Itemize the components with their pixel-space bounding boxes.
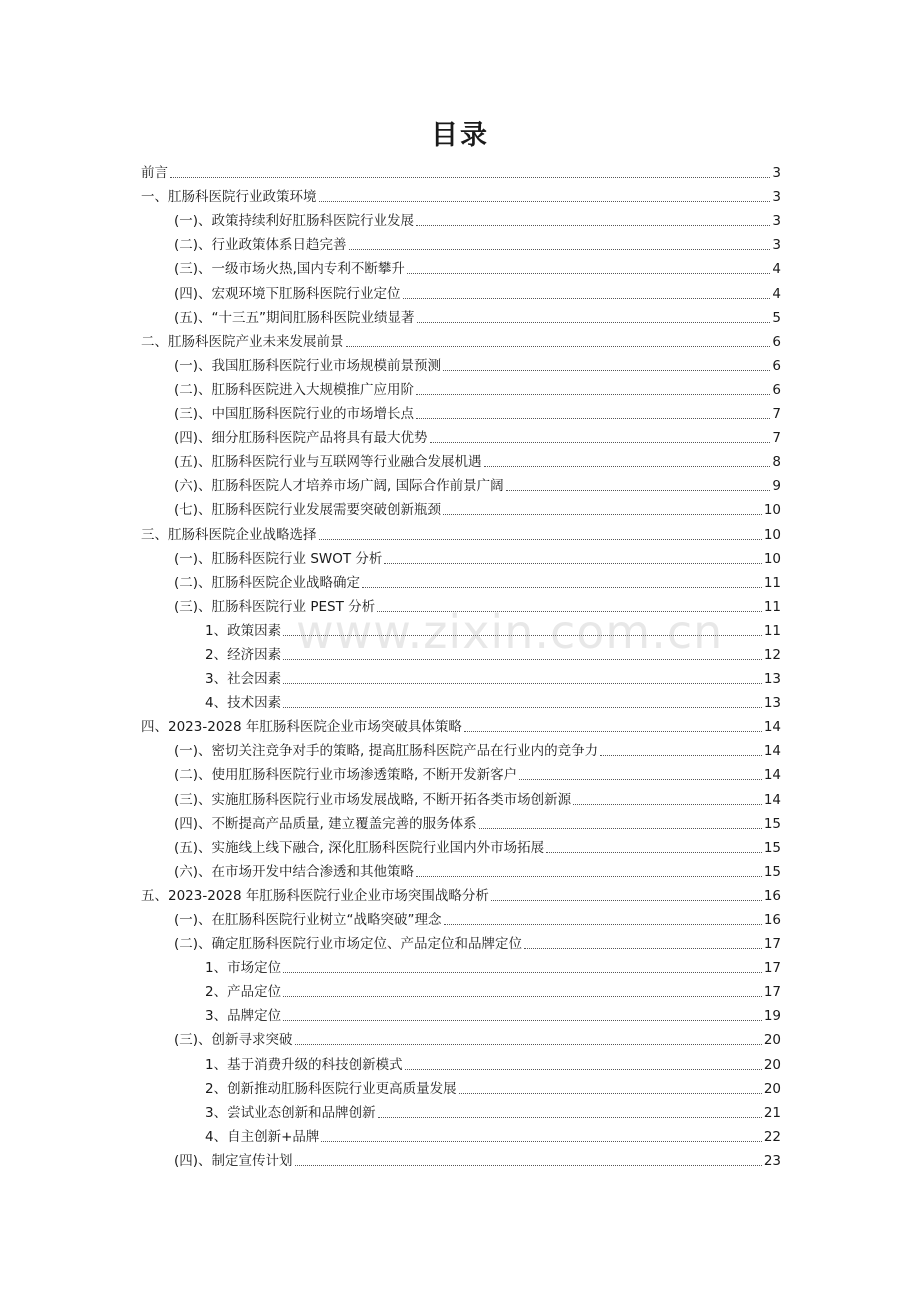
toc-entry-page-number: 13 xyxy=(763,695,781,712)
toc-entry-page-number: 6 xyxy=(772,333,781,350)
toc-entry[interactable] xyxy=(141,158,781,182)
toc-entry-title: (二)、肛肠科医院进入大规模推广应用阶 xyxy=(174,381,415,398)
toc-entry-title: (三)、创新寻求突破 xyxy=(174,1032,293,1049)
toc-entry-page-number: 14 xyxy=(763,743,781,760)
dot-leader xyxy=(295,1165,762,1166)
dot-leader xyxy=(378,1117,762,1118)
dot-leader xyxy=(443,370,770,371)
toc-entry-title: 1、政策因素 xyxy=(205,622,282,639)
toc-entry[interactable] xyxy=(141,640,781,664)
toc-entry-page-number: 3 xyxy=(772,189,781,206)
dot-leader xyxy=(416,225,770,226)
toc-entry-title: (二)、行业政策体系日趋完善 xyxy=(174,237,347,254)
toc-entry-page-number: 16 xyxy=(763,887,781,904)
dot-leader xyxy=(479,828,762,829)
toc-entry-title: (六)、肛肠科医院人才培养市场广阔, 国际合作前景广阔 xyxy=(174,478,504,495)
toc-entry[interactable] xyxy=(141,712,781,736)
dot-leader xyxy=(506,490,771,491)
dot-leader xyxy=(600,755,762,756)
toc-entry[interactable] xyxy=(141,423,781,447)
dot-leader xyxy=(484,466,771,467)
toc-entry-title: 3、尝试业态创新和品牌创新 xyxy=(205,1104,376,1121)
toc-entry-title: (七)、肛肠科医院行业发展需要突破创新瓶颈 xyxy=(174,502,442,519)
toc-entry-page-number: 19 xyxy=(763,1008,781,1025)
toc-entry-title: 五、2023-2028 年肛肠科医院行业企业市场突围战略分析 xyxy=(141,887,489,904)
toc-entry[interactable] xyxy=(141,495,781,519)
toc-entry-title: (四)、制定宣传计划 xyxy=(174,1152,293,1169)
toc-entry[interactable] xyxy=(141,929,781,953)
toc-entry-title: (三)、一级市场火热,国内专利不断攀升 xyxy=(174,261,405,278)
toc-entry[interactable] xyxy=(141,881,781,905)
toc-entry-title: (一)、肛肠科医院行业 SWOT 分析 xyxy=(174,550,383,567)
dot-leader xyxy=(407,273,771,274)
toc-entry-page-number: 17 xyxy=(763,984,781,1001)
toc-entry-page-number: 6 xyxy=(772,381,781,398)
toc-entry-page-number: 11 xyxy=(763,622,781,639)
dot-leader xyxy=(377,611,762,612)
toc-entry-page-number: 17 xyxy=(763,936,781,953)
toc-entry[interactable] xyxy=(141,254,781,278)
toc-entry[interactable] xyxy=(141,833,781,857)
toc-entry[interactable] xyxy=(141,1001,781,1025)
toc-entry-title: (二)、确定肛肠科医院行业市场定位、产品定位和品牌定位 xyxy=(174,936,523,953)
toc-entry[interactable] xyxy=(141,327,781,351)
toc-entry-page-number: 7 xyxy=(772,430,781,447)
toc-entry-page-number: 4 xyxy=(772,285,781,302)
toc-entry[interactable] xyxy=(141,616,781,640)
dot-leader xyxy=(459,1093,762,1094)
dot-leader xyxy=(491,900,762,901)
toc-entry-page-number: 8 xyxy=(772,454,781,471)
toc-entry-page-number: 11 xyxy=(763,574,781,591)
toc-entry-title: (五)、肛肠科医院行业与互联网等行业融合发展机遇 xyxy=(174,454,482,471)
table-of-contents xyxy=(141,158,781,1170)
toc-entry[interactable] xyxy=(141,760,781,784)
toc-entry[interactable] xyxy=(141,688,781,712)
toc-entry[interactable] xyxy=(141,592,781,616)
dot-leader xyxy=(321,1141,761,1142)
dot-leader xyxy=(443,514,762,515)
dot-leader xyxy=(283,683,762,684)
toc-entry[interactable] xyxy=(141,857,781,881)
toc-entry-title: (三)、中国肛肠科医院行业的市场增长点 xyxy=(174,406,415,423)
toc-entry-page-number: 13 xyxy=(763,671,781,688)
page-title: 目录 xyxy=(431,120,489,151)
toc-entry-title: 前言 xyxy=(141,165,168,182)
toc-entry-page-number: 4 xyxy=(772,261,781,278)
dot-leader xyxy=(444,924,762,925)
toc-entry-title: (一)、政策持续利好肛肠科医院行业发展 xyxy=(174,213,415,230)
dot-leader xyxy=(416,394,770,395)
toc-entry[interactable] xyxy=(141,351,781,375)
dot-leader xyxy=(283,659,762,660)
toc-entry-page-number: 20 xyxy=(763,1032,781,1049)
dot-leader xyxy=(283,635,762,636)
toc-entry-title: 2、创新推动肛肠科医院行业更高质量发展 xyxy=(205,1080,457,1097)
toc-entry-title: (四)、宏观环境下肛肠科医院行业定位 xyxy=(174,285,401,302)
toc-entry-title: 1、基于消费升级的科技创新模式 xyxy=(205,1056,403,1073)
toc-entry-page-number: 10 xyxy=(763,526,781,543)
toc-entry-page-number: 3 xyxy=(772,213,781,230)
dot-leader xyxy=(283,1020,762,1021)
dot-leader xyxy=(170,177,770,178)
toc-entry-page-number: 21 xyxy=(763,1104,781,1121)
toc-entry-title: (一)、密切关注竞争对手的策略, 提高肛肠科医院产品在行业内的竞争力 xyxy=(174,743,599,760)
dot-leader xyxy=(283,972,762,973)
toc-entry-page-number: 6 xyxy=(772,357,781,374)
toc-entry-page-number: 9 xyxy=(772,478,781,495)
dot-leader xyxy=(403,298,771,299)
dot-leader xyxy=(430,442,771,443)
toc-entry[interactable] xyxy=(141,519,781,543)
dot-leader xyxy=(283,707,762,708)
toc-entry-page-number: 15 xyxy=(763,815,781,832)
toc-entry-page-number: 10 xyxy=(763,502,781,519)
toc-entry-title: (五)、实施线上线下融合, 深化肛肠科医院行业国内外市场拓展 xyxy=(174,839,545,856)
toc-entry-title: 4、技术因素 xyxy=(205,695,282,712)
toc-entry-title: (一)、在肛肠科医院行业树立“战略突破”理念 xyxy=(174,912,442,928)
toc-entry-title: 3、品牌定位 xyxy=(205,1008,282,1025)
toc-entry-page-number: 23 xyxy=(763,1152,781,1169)
toc-entry-page-number: 3 xyxy=(772,165,781,182)
toc-entry-page-number: 5 xyxy=(772,309,781,326)
dot-leader xyxy=(519,779,762,780)
toc-entry-page-number: 14 xyxy=(763,791,781,808)
toc-entry[interactable] xyxy=(141,544,781,568)
toc-entry-title: (四)、不断提高产品质量, 建立覆盖完善的服务体系 xyxy=(174,815,477,832)
toc-entry[interactable] xyxy=(141,953,781,977)
dot-leader xyxy=(362,587,762,588)
toc-entry[interactable] xyxy=(141,664,781,688)
toc-entry[interactable] xyxy=(141,471,781,495)
toc-entry[interactable] xyxy=(141,1074,781,1098)
dot-leader xyxy=(524,948,762,949)
toc-entry-page-number: 22 xyxy=(763,1128,781,1145)
toc-entry[interactable] xyxy=(141,303,781,327)
dot-leader xyxy=(283,996,762,997)
toc-entry-page-number: 20 xyxy=(763,1056,781,1073)
toc-entry[interactable] xyxy=(141,1146,781,1170)
toc-entry-title: (六)、在市场开发中结合渗透和其他策略 xyxy=(174,863,415,880)
dot-leader xyxy=(295,1044,762,1045)
toc-entry-page-number: 10 xyxy=(763,550,781,567)
toc-entry[interactable] xyxy=(141,375,781,399)
toc-entry[interactable] xyxy=(141,399,781,423)
toc-entry-title: 4、自主创新+品牌 xyxy=(205,1128,320,1145)
toc-entry[interactable] xyxy=(141,905,781,929)
toc-entry[interactable] xyxy=(141,784,781,808)
dot-leader xyxy=(416,876,762,877)
toc-entry[interactable] xyxy=(141,206,781,230)
toc-entry-page-number: 3 xyxy=(772,237,781,254)
toc-entry[interactable] xyxy=(141,447,781,471)
toc-entry-page-number: 15 xyxy=(763,839,781,856)
dot-leader xyxy=(319,539,762,540)
toc-entry-title: (四)、细分肛肠科医院产品将具有最大优势 xyxy=(174,430,428,447)
toc-entry-title: (三)、肛肠科医院行业 PEST 分析 xyxy=(174,598,376,615)
toc-entry[interactable] xyxy=(141,736,781,760)
toc-entry-title: 1、市场定位 xyxy=(205,960,282,977)
toc-entry-page-number: 14 xyxy=(763,767,781,784)
toc-entry-title: 四、2023-2028 年肛肠科医院企业市场突破具体策略 xyxy=(141,719,462,736)
toc-entry[interactable] xyxy=(141,1049,781,1073)
toc-entry-title: (三)、实施肛肠科医院行业市场发展战略, 不断开拓各类市场创新源 xyxy=(174,791,572,808)
dot-leader xyxy=(573,804,762,805)
toc-entry[interactable] xyxy=(141,568,781,592)
toc-entry-title: 二、肛肠科医院产业未来发展前景 xyxy=(141,333,344,350)
toc-entry-page-number: 15 xyxy=(763,863,781,880)
dot-leader xyxy=(349,249,771,250)
dot-leader xyxy=(384,563,761,564)
toc-entry-title: (一)、我国肛肠科医院行业市场规模前景预测 xyxy=(174,357,442,374)
dot-leader xyxy=(546,852,762,853)
toc-entry-title: 三、肛肠科医院企业战略选择 xyxy=(141,526,317,543)
dot-leader xyxy=(464,731,762,732)
toc-entry[interactable] xyxy=(141,1098,781,1122)
toc-entry-page-number: 20 xyxy=(763,1080,781,1097)
toc-entry-title: (五)、“十三五”期间肛肠科医院业绩显著 xyxy=(174,309,415,326)
toc-entry-page-number: 12 xyxy=(763,646,781,663)
toc-entry[interactable] xyxy=(141,977,781,1001)
toc-entry-title: 2、产品定位 xyxy=(205,984,282,1001)
dot-leader xyxy=(346,346,771,347)
toc-entry-title: 2、经济因素 xyxy=(205,646,282,663)
toc-entry-page-number: 11 xyxy=(763,598,781,615)
watermark: www.zixin.com.cn xyxy=(296,605,724,659)
toc-entry[interactable] xyxy=(141,1122,781,1146)
toc-entry[interactable] xyxy=(141,182,781,206)
toc-entry[interactable] xyxy=(141,278,781,302)
toc-entry-title: 一、肛肠科医院行业政策环境 xyxy=(141,189,317,206)
toc-entry[interactable] xyxy=(141,1025,781,1049)
toc-entry-title: 3、社会因素 xyxy=(205,671,282,688)
toc-entry-page-number: 16 xyxy=(763,912,781,928)
toc-entry-page-number: 7 xyxy=(772,406,781,423)
dot-leader xyxy=(416,418,770,419)
toc-entry-page-number: 14 xyxy=(763,719,781,736)
toc-entry-title: (二)、使用肛肠科医院行业市场渗透策略, 不断开发新客户 xyxy=(174,767,518,784)
toc-entry[interactable] xyxy=(141,230,781,254)
dot-leader xyxy=(405,1069,762,1070)
toc-entry[interactable] xyxy=(141,809,781,833)
toc-entry-page-number: 17 xyxy=(763,960,781,977)
dot-leader xyxy=(417,322,771,323)
dot-leader xyxy=(319,201,771,202)
toc-entry-title: (二)、肛肠科医院企业战略确定 xyxy=(174,574,361,591)
